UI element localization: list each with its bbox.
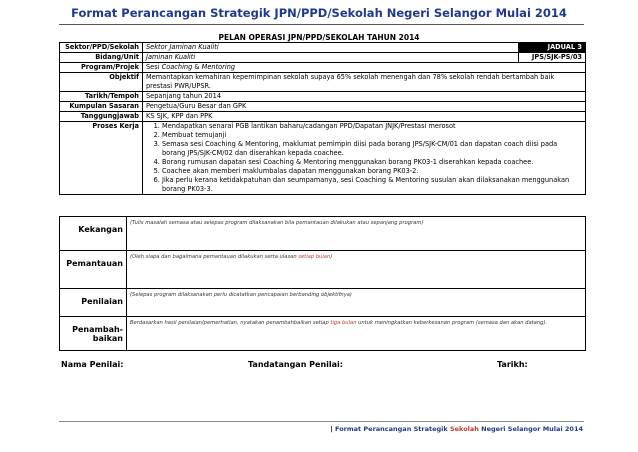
sektor-value: Sektor Jaminan Kualiti [143, 43, 519, 53]
footer-divider [59, 421, 584, 422]
penilaian-label: Penilaian [60, 289, 127, 317]
tanggungjawab-label: Tanggungjawab [60, 112, 143, 122]
penambahbaikan-label-line: baikan [92, 334, 123, 343]
list-item: 2. Membuat temujanji [162, 131, 582, 140]
program-text: Mentoring [201, 63, 236, 71]
list-item: 5. Coachee akan memberi maklumbalas dapatan menggunakan borang PK03-2. [162, 167, 582, 176]
schedule-code: JADUAL 3 [519, 43, 586, 53]
list-item: 1. Mendapatkan senarai PGB lantikan baharu/cadangan PPD/Dapatan JNJK/Prestasi merosot [162, 122, 582, 131]
proses-value [143, 122, 586, 195]
table-row [60, 122, 586, 195]
review-table [59, 216, 586, 351]
pemantauan-text: (Oleh siapa dan bagaimana pemantauan dilakukan serta ulasan [130, 254, 299, 260]
objektif-value: Memantapkan kemahiran kepemimpinan sekolah supaya 65% sekolah menengah dan 78% sekolah rendah bertambah baik prestasi PWR/UPSR. [143, 73, 586, 92]
process-steps [146, 122, 582, 194]
footer-text: Format Perancangan Strategik [335, 425, 450, 433]
penambahbaikan-highlight: tiga bulan [330, 320, 357, 326]
pemantauan-label: Pemantauan [60, 251, 127, 289]
evaluator-name-label: Nama Penilai: [61, 360, 124, 369]
kumpulan-value: Pengetua/Guru Besar dan GPK [143, 102, 586, 112]
proses-label: Proses Kerja [60, 122, 143, 195]
program-text: Coaching [161, 63, 193, 71]
penambahbaikan-text: untuk meningkatkan keberkesanan program (semasa dan akan datang). [356, 320, 548, 326]
evaluator-signature-label: Tandatangan Penilai: [248, 360, 343, 369]
pemantauan-text: ) [330, 254, 333, 260]
list-item: 3. Semasa sesi Coaching & Mentoring, maklumat pemimpin diisi pada borang JPS/SJK-CM/01 dan dapatan coach diisi pada borang JPS/SJK-CM/02 dan diserahkan kepada coachee. [162, 140, 582, 158]
kumpulan-label: Kumpulan Sasaran [60, 102, 143, 112]
table-row [60, 102, 586, 112]
page-footer [330, 425, 583, 433]
objektif-label: Objektif [60, 73, 143, 92]
table-row [60, 43, 586, 53]
list-item: 4. Borang rumusan dapatan sesi Coaching & Mentoring menggunakan borang PK03-1 diserahkan kepada coachee. [162, 158, 582, 167]
program-value [143, 63, 586, 73]
table-row [60, 251, 586, 289]
footer-separator: | [330, 425, 333, 433]
plan-title: PELAN OPERASI JPN/PPD/SEKOLAH TAHUN 2014 [218, 33, 420, 42]
date-label: Tarikh: [497, 360, 528, 369]
program-label: Program/Projek [60, 63, 143, 73]
table-row [60, 53, 586, 63]
kekangan-label: Kekangan [60, 217, 127, 251]
penambahbaikan-field[interactable] [127, 317, 586, 351]
title-divider [59, 24, 584, 25]
tarikh-label: Tarikh/Tempoh [60, 92, 143, 102]
pemantauan-field[interactable] [127, 251, 586, 289]
bidang-value: Jaminan Kualiti [143, 53, 519, 63]
table-row [60, 317, 586, 351]
sektor-label: Sektor/PPD/Sekolah [60, 43, 143, 53]
table-row [60, 73, 586, 92]
table-row [60, 92, 586, 102]
tarikh-value: Sepanjang tahun 2014 [143, 92, 586, 102]
table-row [60, 63, 586, 73]
table-row [60, 289, 586, 317]
penambahbaikan-text: Berdasarkan hasil penilaian/pemerhatian, nyatakan penambahbaikan setiap [130, 320, 331, 326]
penambahbaikan-label-line: Penambah- [72, 325, 123, 334]
footer-text: Negeri Selangor Mulai 2014 [478, 425, 583, 433]
table-row [60, 217, 586, 251]
list-item: 6. Jika perlu kerana ketidakpatuhan dan seumpamanya, sesi Coaching & Mentoring susulan akan dilaksanakan menggunakan borang PK03-3. [162, 176, 582, 194]
pemantauan-highlight: setiap bulan [298, 254, 331, 260]
kekangan-field[interactable]: (Tulis masalah semasa atau selepas program dilaksanakan bila pemantauan dilakukan atau sepanjang program) [127, 217, 586, 251]
table-row [60, 112, 586, 122]
page-title: Format Perancangan Strategik JPN/PPD/Sekolah Negeri Selangor Mulai 2014 [71, 6, 567, 20]
tanggungjawab-value: KS SJK, KPP dan PPK [143, 112, 586, 122]
penambahbaikan-label [60, 317, 127, 351]
operation-plan-table [59, 42, 586, 195]
penilaian-field[interactable]: (Selepas program dilaksanakan perlu dicatatkan pencapaian berbanding objektifnya) [127, 289, 586, 317]
footer-accent-text: Sekolah [449, 425, 479, 433]
program-text: Sesi [146, 63, 162, 71]
form-code: JPS/SJK-PS/03 [519, 53, 586, 63]
program-text: & [192, 63, 202, 71]
bidang-label: Bidang/Unit [60, 53, 143, 63]
